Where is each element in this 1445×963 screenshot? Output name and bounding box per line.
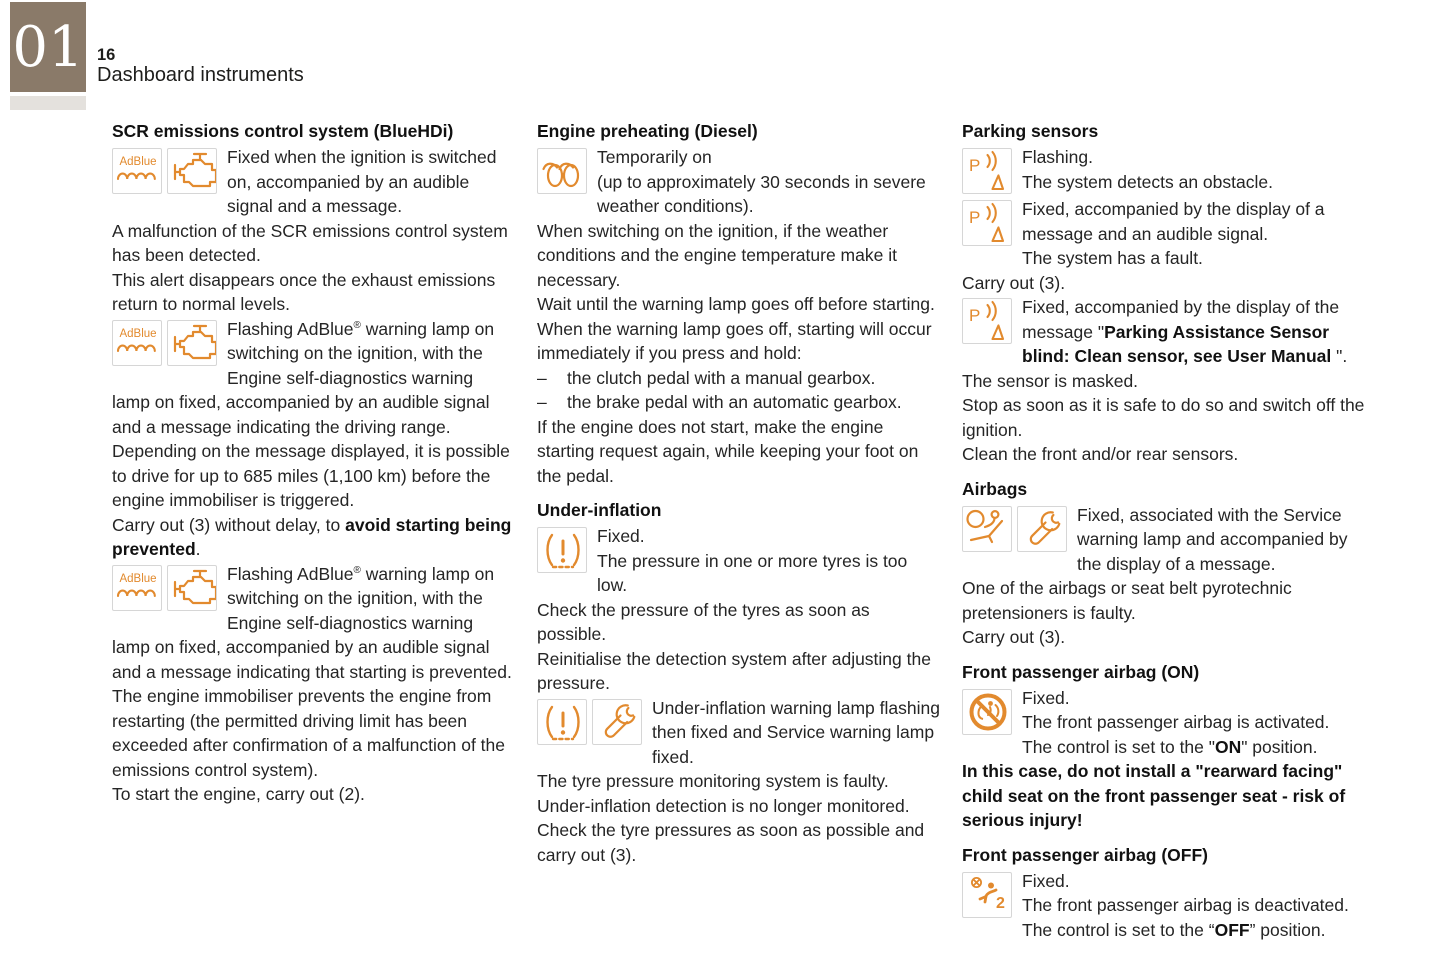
paragraph: When switching on the ignition, if the weather conditions and the engine temperature make it necessary. [537, 220, 897, 290]
lamp-behaviour-text: Fixed, accompanied by the display of the message "Parking Assistance Sensor blind: Clean sensor, see User Manual ". [1022, 297, 1348, 366]
adblue-warning-lamp-icon [112, 148, 162, 194]
column-preheating-underinflation [537, 119, 940, 867]
paragraph: Stop as soon as it is safe to do so and switch off the ignition. [962, 395, 1365, 440]
warning-lamp-block [537, 145, 940, 219]
lamp-behaviour-text: Fixed, associated with the Service warning lamp and accompanied by the display of a message. [1077, 504, 1348, 574]
service-wrench-icon [592, 699, 642, 745]
list-dash: – [537, 392, 547, 412]
warning-lamp-block [537, 524, 940, 598]
section-heading: SCR emissions control system (BlueHDi) [112, 121, 454, 141]
paragraph: Check the tyre pressures as soon as possible and carry out (3). [537, 820, 925, 865]
paragraph: The control is set to the “OFF” position. [1022, 919, 1326, 940]
warning-lamp-block [537, 696, 940, 770]
page-number: 16 [97, 46, 116, 64]
paragraph: Wait until the warning lamp goes off before starting. [537, 294, 935, 314]
adblue-warning-lamp-icon [112, 565, 162, 611]
paragraph: When the warning lamp goes off, starting will occur immediately if you press and hold: [537, 318, 932, 363]
warning-paragraph: In this case, do not install a "rearward facing" child seat on the front passenger seat - risk of serious injury! [962, 761, 1346, 830]
under-inflation-tyre-icon [537, 699, 587, 745]
paragraph: This alert disappears once the exhaust emissions return to normal levels. [112, 269, 496, 314]
list-dash: – [537, 367, 547, 388]
parking-sensors-icon [962, 298, 1012, 344]
engine-self-diagnostics-lamp-icon [167, 565, 217, 611]
column-parking-airbags [962, 119, 1365, 942]
warning-lamp-block [112, 145, 515, 219]
paragraph: Under-inflation detection is no longer monitored. [537, 795, 910, 816]
warning-lamp-block [962, 503, 1365, 577]
section-heading: Parking sensors [962, 121, 1099, 141]
paragraph: A malfunction of the SCR emissions control system has been detected. [112, 220, 508, 265]
service-wrench-icon [1017, 506, 1067, 552]
paragraph: Depending on the message displayed, it is possible to drive for up to 685 miles (1,100 km) before the engine immobiliser is triggered. [112, 441, 510, 510]
section-heading: Airbags [962, 478, 1028, 499]
paragraph: The sensor is masked. [962, 370, 1139, 391]
paragraph: Clean the front and/or rear sensors. [962, 444, 1239, 464]
paragraph: The engine immobiliser prevents the engine from restarting (the permitted driving limit has been exceeded after confirmation of a malfunction of the emissions control system). [112, 686, 506, 780]
page-title: Dashboard instruments [97, 64, 304, 86]
lamp-behaviour-text: Flashing. The system detects an obstacle. [1022, 147, 1273, 192]
warning-lamp-block [112, 317, 515, 440]
warning-lamp-block [962, 295, 1365, 369]
lamp-behaviour-text: Fixed. The pressure in one or more tyres is too low. [597, 526, 908, 595]
paragraph: Check the pressure of the tyres as soon as possible. [537, 599, 870, 644]
warning-lamp-block [962, 869, 1365, 918]
section-heading: Under-inflation [537, 500, 662, 520]
under-inflation-tyre-icon [537, 527, 587, 573]
lamp-behaviour-text: Under-inflation warning lamp flashing then fixed and Service warning lamp fixed. [652, 697, 940, 767]
lamp-behaviour-text: Fixed. The front passenger airbag is deactivated. [1022, 870, 1349, 915]
paragraph: The system has a fault. [1022, 248, 1203, 268]
paragraph: Carry out (3). [962, 272, 1066, 293]
list-item: – the clutch pedal with a manual gearbox. [537, 366, 940, 391]
adblue-warning-lamp-icon [112, 320, 162, 366]
lamp-behaviour-text: Flashing AdBlue® warning lamp on switching on the ignition, with the Engine self-diagnostics warning lamp on fixed, accompanied by an audible signal and a message indicating that starting is prevented. [112, 563, 512, 682]
lamp-behaviour-text: Flashing AdBlue® warning lamp on switching on the ignition, with the Engine self-diagnostics warning lamp on fixed, accompanied by an audible signal and a message indicating the driving range. [112, 318, 495, 437]
lamp-behaviour-text: Fixed when the ignition is switched on, accompanied by an audible signal and a message. [227, 147, 497, 216]
chapter-number: 01 [12, 14, 84, 80]
chapter-number-badge [10, 2, 86, 92]
section-heading: Engine preheating (Diesel) [537, 121, 758, 141]
paragraph: Carry out (3) without delay, to avoid starting being prevented. [112, 514, 512, 559]
list-item: – the brake pedal with an automatic gearbox. [537, 390, 940, 415]
lamp-behaviour-text: Temporarily on (up to approximately 30 seconds in severe weather conditions). [597, 147, 926, 216]
front-passenger-airbag-off-icon [962, 872, 1012, 918]
section-heading: Front passenger airbag (OFF) [962, 844, 1208, 865]
front-passenger-airbag-on-icon [962, 689, 1012, 735]
registered-trademark: ® [353, 319, 361, 331]
warning-lamp-block [962, 197, 1365, 246]
engine-preheating-glow-plug-icon [537, 148, 587, 194]
paragraph: If the engine does not start, make the engine starting request again, while keeping your foot on the pedal. [537, 416, 919, 486]
warning-lamp-block [962, 145, 1365, 194]
airbag-seat-icon [962, 506, 1012, 552]
parking-sensors-icon [962, 200, 1012, 246]
next-chapter-tab [10, 96, 86, 110]
section-heading: Front passenger airbag (ON) [962, 661, 1200, 682]
warning-lamp-block [962, 686, 1365, 735]
paragraph: The control is set to the "ON" position. [1022, 736, 1318, 757]
paragraph: To start the engine, carry out (2). [112, 784, 365, 804]
registered-trademark: ® [353, 564, 361, 576]
lamp-behaviour-text: Fixed, accompanied by the display of a message and an audible signal. [1022, 199, 1325, 244]
paragraph: The tyre pressure monitoring system is faulty. [537, 771, 889, 791]
paragraph: Reinitialise the detection system after adjusting the pressure. [537, 648, 931, 693]
parking-sensors-icon [962, 148, 1012, 194]
lamp-behaviour-text: Fixed. The front passenger airbag is activated. [1022, 687, 1330, 732]
paragraph: One of the airbags or seat belt pyrotechnic pretensioners is faulty. [962, 578, 1292, 623]
paragraph: Carry out (3). [962, 627, 1066, 647]
warning-lamp-block [112, 562, 515, 685]
column-scr-emissions [112, 119, 515, 807]
engine-self-diagnostics-lamp-icon [167, 148, 217, 194]
engine-self-diagnostics-lamp-icon [167, 320, 217, 366]
